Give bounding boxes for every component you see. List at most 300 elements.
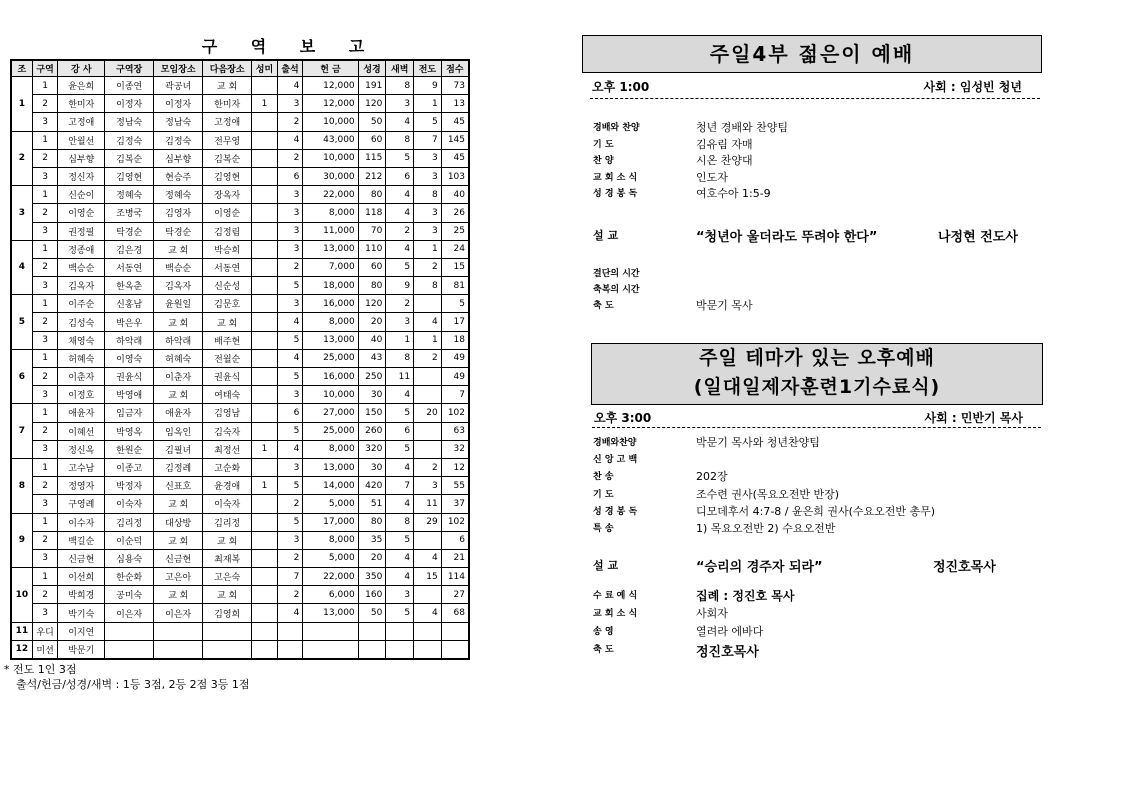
- table-cell: 2: [32, 149, 58, 167]
- table-cell: 공미숙: [105, 586, 154, 604]
- service2-title: 주일 테마가 있는 오후예배: [699, 347, 935, 369]
- table-cell: 4: [277, 131, 303, 149]
- table-cell: 70: [358, 222, 386, 240]
- table-cell: 5: [277, 331, 303, 349]
- table-cell: 3: [386, 95, 414, 113]
- table-cell: [252, 331, 278, 349]
- table-cell: [386, 622, 414, 640]
- order-label: 축 도: [593, 301, 614, 311]
- table-cell: [414, 422, 442, 440]
- table-cell: 임금자: [105, 404, 154, 422]
- table-cell: 5: [386, 604, 414, 622]
- table-cell: 교 회: [154, 495, 203, 513]
- table-cell: 고순화: [203, 458, 252, 476]
- table-cell: 3: [386, 313, 414, 331]
- table-cell: 250: [358, 368, 386, 386]
- table-cell: 160: [358, 586, 386, 604]
- table-row: [11, 477, 469, 495]
- table-cell: 7: [441, 386, 469, 404]
- table-cell: 3: [414, 222, 442, 240]
- table-cell: 한옥춘: [105, 277, 154, 295]
- group-number: 3: [11, 186, 32, 241]
- district-report-table: [10, 59, 470, 660]
- table-cell: 43: [358, 349, 386, 367]
- table-cell: 5: [441, 295, 469, 313]
- table-cell: [252, 313, 278, 331]
- table-cell: 1: [252, 477, 278, 495]
- table-cell: 3: [277, 186, 303, 204]
- table-row: [11, 149, 469, 167]
- table-cell: [252, 186, 278, 204]
- table-cell: 고정애: [203, 113, 252, 131]
- table-cell: [414, 295, 442, 313]
- table-cell: 80: [358, 277, 386, 295]
- table-cell: 12,000: [303, 77, 358, 95]
- table-cell: 이숙자: [203, 495, 252, 513]
- table-cell: 박영옥: [105, 422, 154, 440]
- table-cell: 윤경애: [203, 477, 252, 495]
- table-cell: 최재복: [203, 549, 252, 567]
- table-cell: 32: [441, 440, 469, 458]
- group-number: 1: [11, 77, 32, 132]
- table-cell: 이정호: [58, 386, 105, 404]
- table-cell: 24: [441, 240, 469, 258]
- group-number: 5: [11, 295, 32, 350]
- table-cell: 이종연: [105, 77, 154, 95]
- table-cell: 배주현: [203, 331, 252, 349]
- table-cell: 191: [358, 77, 386, 95]
- table-cell: [441, 640, 469, 659]
- table-cell: 8,000: [303, 531, 358, 549]
- table-cell: 3: [414, 149, 442, 167]
- table-cell: 김복순: [203, 149, 252, 167]
- group-number: 6: [11, 349, 32, 404]
- table-cell: 49: [441, 349, 469, 367]
- table-cell: [414, 586, 442, 604]
- table-cell: 김옥자: [58, 277, 105, 295]
- table-cell: 17: [441, 313, 469, 331]
- table-cell: 13,000: [303, 458, 358, 476]
- table-cell: [252, 240, 278, 258]
- table-row: [11, 586, 469, 604]
- table-cell: 권정필: [58, 222, 105, 240]
- table-cell: 대상방: [154, 513, 203, 531]
- order-label: 결단의 시간: [593, 269, 640, 279]
- table-cell: 43,000: [303, 131, 358, 149]
- table-cell: 6: [386, 167, 414, 185]
- table-cell: 1: [32, 295, 58, 313]
- table-cell: 정혜숙: [105, 186, 154, 204]
- table-cell: 허혜숙: [154, 349, 203, 367]
- table-cell: 1: [32, 186, 58, 204]
- table-cell: 심부향: [154, 149, 203, 167]
- table-cell: 신순이: [58, 186, 105, 204]
- table-row: [11, 604, 469, 622]
- table-cell: [105, 640, 154, 659]
- group-number: 2: [11, 131, 32, 186]
- table-cell: [303, 640, 358, 659]
- table-cell: 고수남: [58, 458, 105, 476]
- table-row: [11, 113, 469, 131]
- group-number: 10: [11, 568, 32, 623]
- table-cell: 16,000: [303, 295, 358, 313]
- order-label: 축복의 시간: [593, 285, 640, 295]
- table-cell: 이수자: [58, 513, 105, 531]
- table-cell: 8: [414, 186, 442, 204]
- column-header: 구역: [32, 60, 58, 77]
- table-cell: 10,000: [303, 386, 358, 404]
- table-cell: 1: [32, 513, 58, 531]
- table-cell: 박문기: [58, 640, 105, 659]
- table-cell: 7: [386, 477, 414, 495]
- table-cell: 장옥자: [203, 186, 252, 204]
- table-cell: 2: [277, 258, 303, 276]
- table-cell: 4: [386, 568, 414, 586]
- order-label: 찬 송: [593, 472, 614, 483]
- group-number: 4: [11, 240, 32, 295]
- table-cell: 3: [277, 386, 303, 404]
- order-value: 열려라 에바다: [696, 625, 764, 638]
- table-cell: 5: [386, 258, 414, 276]
- table-cell: 교 회: [203, 313, 252, 331]
- order-value: 여호수아 1:5-9: [696, 187, 771, 200]
- table-cell: 1: [252, 95, 278, 113]
- table-cell: 정남숙: [105, 113, 154, 131]
- table-cell: 우디: [32, 622, 58, 640]
- table-cell: 320: [358, 440, 386, 458]
- table-cell: 4: [277, 313, 303, 331]
- table-cell: 8: [386, 77, 414, 95]
- table-cell: 11: [414, 495, 442, 513]
- table-cell: 3: [277, 295, 303, 313]
- table-cell: 정영자: [58, 477, 105, 495]
- table-cell: 김영현: [105, 167, 154, 185]
- table-cell: 이춘자: [58, 368, 105, 386]
- table-cell: 3: [277, 458, 303, 476]
- table-cell: 13,000: [303, 240, 358, 258]
- table-cell: [252, 349, 278, 367]
- table-cell: 권윤식: [105, 368, 154, 386]
- table-cell: 김옥자: [154, 277, 203, 295]
- table-cell: 김영현: [203, 167, 252, 185]
- table-cell: 3: [414, 477, 442, 495]
- table-cell: 1: [32, 404, 58, 422]
- table-cell: 3: [277, 240, 303, 258]
- table-cell: 150: [358, 404, 386, 422]
- table-cell: 5: [386, 149, 414, 167]
- table-cell: 25: [441, 222, 469, 240]
- table-cell: 2: [277, 495, 303, 513]
- table-cell: 김복순: [105, 149, 154, 167]
- order-value: 사회자: [696, 607, 728, 620]
- table-cell: 5: [277, 513, 303, 531]
- table-row: [11, 513, 469, 531]
- table-cell: 18,000: [303, 277, 358, 295]
- table-cell: 29: [414, 513, 442, 531]
- table-cell: 서동연: [105, 258, 154, 276]
- table-cell: 10,000: [303, 113, 358, 131]
- table-cell: [252, 586, 278, 604]
- table-cell: 김영남: [203, 404, 252, 422]
- table-cell: [252, 204, 278, 222]
- table-cell: [252, 531, 278, 549]
- table-row: [11, 440, 469, 458]
- table-cell: 1: [32, 131, 58, 149]
- table-cell: 정신옥: [58, 440, 105, 458]
- table-cell: 김리정: [203, 513, 252, 531]
- table-cell: 김정례: [154, 458, 203, 476]
- table-cell: 신금현: [154, 549, 203, 567]
- table-cell: 하악래: [154, 331, 203, 349]
- table-cell: 26: [441, 204, 469, 222]
- column-header: 헌 금: [303, 60, 358, 77]
- table-row: [11, 531, 469, 549]
- table-cell: 3: [277, 531, 303, 549]
- table-cell: 1: [414, 95, 442, 113]
- table-row: [11, 640, 469, 659]
- table-cell: 이영순: [58, 204, 105, 222]
- table-cell: 212: [358, 167, 386, 185]
- order-label: 교 회 소 식: [593, 609, 638, 619]
- table-cell: 40: [358, 331, 386, 349]
- table-cell: 1: [32, 458, 58, 476]
- table-cell: [414, 622, 442, 640]
- table-cell: [252, 277, 278, 295]
- table-cell: 미션: [32, 640, 58, 659]
- table-cell: 신금현: [58, 549, 105, 567]
- table-cell: 이춘자: [154, 368, 203, 386]
- table-cell: 2: [414, 458, 442, 476]
- table-cell: 120: [358, 95, 386, 113]
- table-cell: 8: [386, 131, 414, 149]
- table-cell: 2: [32, 531, 58, 549]
- table-cell: 이영순: [203, 204, 252, 222]
- table-cell: 정혜숙: [154, 186, 203, 204]
- table-cell: 고정애: [58, 113, 105, 131]
- table-cell: [252, 549, 278, 567]
- note-evangelism: * 전도 1인 3점: [4, 663, 77, 676]
- table-cell: 3: [414, 167, 442, 185]
- table-cell: 114: [441, 568, 469, 586]
- column-header: 성경: [358, 60, 386, 77]
- order-label: 경배와찬양: [593, 438, 637, 448]
- table-cell: 1: [32, 77, 58, 95]
- table-cell: 권윤식: [203, 368, 252, 386]
- table-row: [11, 222, 469, 240]
- table-cell: 30: [358, 458, 386, 476]
- table-header-row: [11, 60, 469, 77]
- table-cell: 73: [441, 77, 469, 95]
- service1-timeline: [590, 78, 1040, 99]
- table-cell: 이정자: [105, 95, 154, 113]
- column-header: 구역장: [105, 60, 154, 77]
- table-row: [11, 167, 469, 185]
- table-cell: 4: [414, 313, 442, 331]
- table-cell: 15: [414, 568, 442, 586]
- table-cell: 교 회: [154, 386, 203, 404]
- table-cell: 2: [32, 95, 58, 113]
- table-cell: [252, 149, 278, 167]
- order-value: 1) 목요오전반 2) 수요오전반: [696, 522, 836, 535]
- table-row: [11, 77, 469, 95]
- order-label: 찬 양: [593, 156, 614, 166]
- table-cell: 9: [414, 77, 442, 95]
- table-cell: 60: [358, 131, 386, 149]
- table-cell: 곽공녀: [154, 77, 203, 95]
- table-cell: 37: [441, 495, 469, 513]
- table-cell: [414, 440, 442, 458]
- table-cell: [252, 131, 278, 149]
- table-cell: 고은숙: [203, 568, 252, 586]
- table-cell: 4: [386, 495, 414, 513]
- table-cell: 11: [386, 368, 414, 386]
- table-cell: [105, 622, 154, 640]
- table-cell: [277, 622, 303, 640]
- table-cell: 3: [32, 604, 58, 622]
- table-cell: 3: [277, 222, 303, 240]
- table-row: [11, 240, 469, 258]
- table-cell: 3: [32, 277, 58, 295]
- table-cell: 박기숙: [58, 604, 105, 622]
- table-cell: 고은아: [154, 568, 203, 586]
- table-cell: [414, 368, 442, 386]
- table-row: [11, 404, 469, 422]
- table-cell: 신순성: [203, 277, 252, 295]
- table-cell: 5: [386, 531, 414, 549]
- table-cell: 103: [441, 167, 469, 185]
- table-row: [11, 95, 469, 113]
- table-cell: 4: [386, 458, 414, 476]
- table-cell: 이은자: [105, 604, 154, 622]
- table-cell: [252, 258, 278, 276]
- table-cell: 115: [358, 149, 386, 167]
- table-cell: [252, 604, 278, 622]
- table-cell: [252, 404, 278, 422]
- table-cell: 5: [277, 477, 303, 495]
- table-cell: 애윤자: [154, 404, 203, 422]
- group-number: 8: [11, 458, 32, 513]
- table-cell: 2: [386, 295, 414, 313]
- table-row: [11, 386, 469, 404]
- order-value: 조수련 권사(목요오전반 반장): [696, 487, 840, 501]
- order-value: 202장: [696, 470, 728, 484]
- table-cell: 22,000: [303, 186, 358, 204]
- table-cell: 21: [441, 549, 469, 567]
- order-label: 기 도: [593, 139, 614, 150]
- table-row: [11, 186, 469, 204]
- table-cell: 박은우: [105, 313, 154, 331]
- table-cell: 교 회: [154, 586, 203, 604]
- table-cell: 임옥인: [154, 422, 203, 440]
- table-cell: 60: [358, 258, 386, 276]
- table-cell: [252, 495, 278, 513]
- table-cell: 심용숙: [105, 549, 154, 567]
- table-cell: [252, 640, 278, 659]
- table-row: [11, 495, 469, 513]
- table-cell: 102: [441, 513, 469, 531]
- table-cell: 25,000: [303, 422, 358, 440]
- table-cell: 7,000: [303, 258, 358, 276]
- group-number: 11: [11, 622, 32, 640]
- table-cell: 교 회: [154, 531, 203, 549]
- table-cell: [203, 622, 252, 640]
- table-cell: 김은경: [105, 240, 154, 258]
- table-cell: 35: [358, 531, 386, 549]
- table-cell: 김정림: [203, 222, 252, 240]
- table-cell: 박희경: [58, 586, 105, 604]
- table-cell: 2: [32, 422, 58, 440]
- table-cell: [386, 640, 414, 659]
- table-cell: 신홍남: [105, 295, 154, 313]
- table-cell: 이은자: [154, 604, 203, 622]
- table-cell: 2: [32, 258, 58, 276]
- table-cell: 145: [441, 131, 469, 149]
- table-cell: 3: [32, 440, 58, 458]
- table-cell: 5: [414, 113, 442, 131]
- column-header: 다음장소: [203, 60, 252, 77]
- table-cell: 김성숙: [58, 313, 105, 331]
- table-cell: 5,000: [303, 495, 358, 513]
- table-cell: 안월선: [58, 131, 105, 149]
- table-cell: 1: [414, 331, 442, 349]
- table-cell: [414, 531, 442, 549]
- column-header: 성미: [252, 60, 278, 77]
- column-header: 모임장소: [154, 60, 203, 77]
- table-cell: 118: [358, 204, 386, 222]
- report-title: 구 역 보 고: [201, 37, 379, 56]
- table-cell: 63: [441, 422, 469, 440]
- sermon-label: 설 교: [593, 229, 619, 242]
- table-cell: 정종애: [58, 240, 105, 258]
- table-cell: 정남숙: [154, 113, 203, 131]
- table-row: [11, 349, 469, 367]
- order-label: 수 료 예 식: [593, 591, 638, 601]
- table-cell: 4: [386, 240, 414, 258]
- table-cell: 서동연: [203, 258, 252, 276]
- table-cell: 한미자: [58, 95, 105, 113]
- column-header: 새벽: [386, 60, 414, 77]
- table-cell: 80: [358, 186, 386, 204]
- table-cell: 2: [32, 204, 58, 222]
- table-cell: 81: [441, 277, 469, 295]
- order-value: 김유림 자매: [696, 137, 753, 151]
- service2-timeline: [592, 409, 1041, 428]
- table-cell: [203, 640, 252, 659]
- table-cell: 6,000: [303, 586, 358, 604]
- column-header: 점수: [441, 60, 469, 77]
- table-cell: 420: [358, 477, 386, 495]
- table-cell: 4: [414, 604, 442, 622]
- table-cell: 애윤자: [58, 404, 105, 422]
- table-cell: 4: [277, 440, 303, 458]
- table-cell: 4: [277, 77, 303, 95]
- table-cell: [252, 113, 278, 131]
- table-cell: 3: [32, 495, 58, 513]
- table-cell: 40: [441, 186, 469, 204]
- table-cell: 심부향: [58, 149, 105, 167]
- table-cell: 2: [414, 258, 442, 276]
- table-cell: 2: [277, 113, 303, 131]
- table-cell: 4: [386, 386, 414, 404]
- table-cell: 허혜숙: [58, 349, 105, 367]
- table-cell: 윤은희: [58, 77, 105, 95]
- table-cell: 8,000: [303, 440, 358, 458]
- table-cell: [441, 622, 469, 640]
- table-cell: 1: [32, 349, 58, 367]
- table-cell: [252, 386, 278, 404]
- table-cell: 80: [358, 513, 386, 531]
- table-cell: 1: [386, 331, 414, 349]
